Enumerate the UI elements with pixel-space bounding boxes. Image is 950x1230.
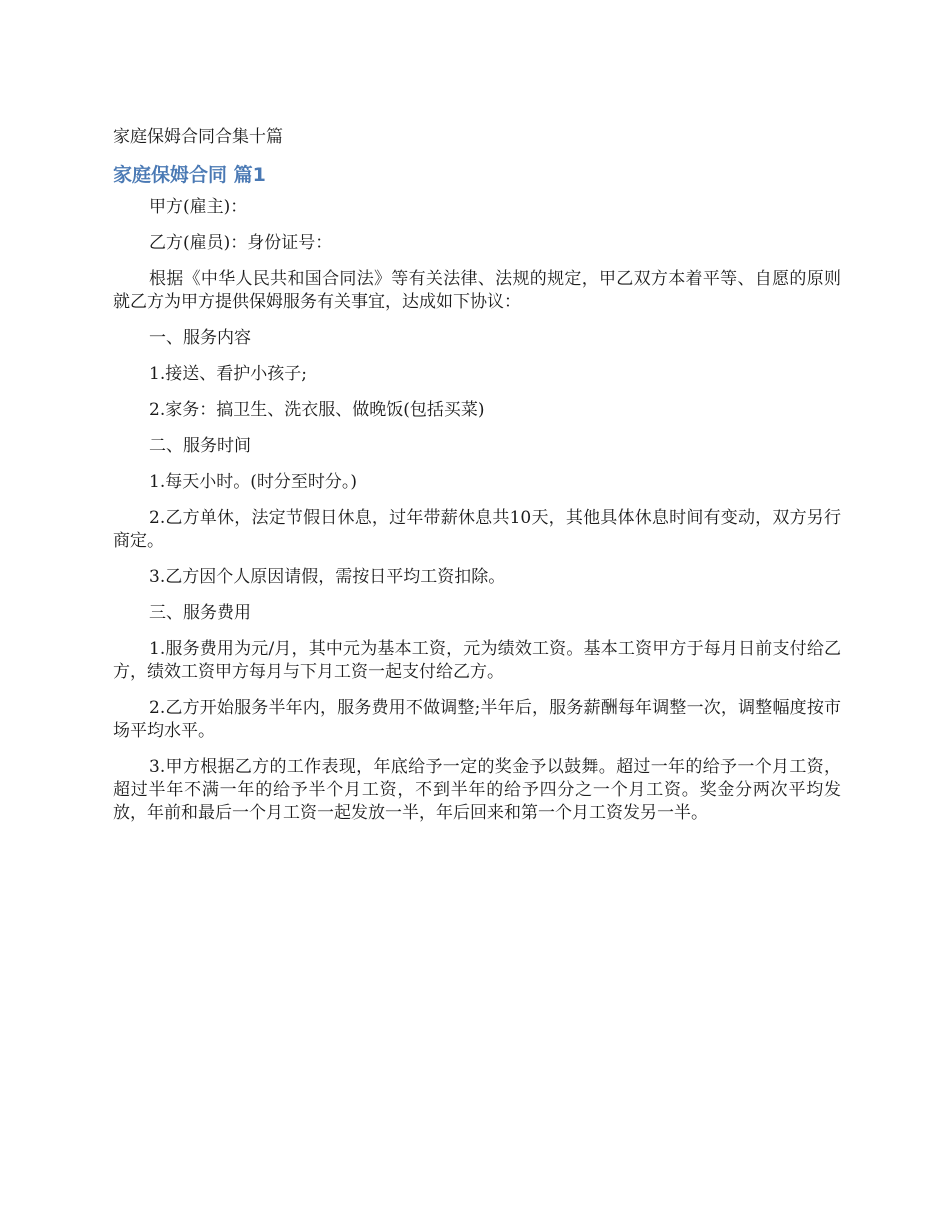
- clause-item: 1.服务费用为元/月，其中元为基本工资，元为绩效工资。基本工资甲方于每月日前支付给乙方，绩效工资甲方每月与下月工资一起支付给乙方。: [113, 639, 841, 682]
- clause-item: 2.家务：搞卫生、洗衣服、做晚饭(包括买菜): [149, 400, 485, 420]
- party-b-line: 乙方(雇员)：身份证号：: [149, 233, 333, 253]
- clause-item: 3.乙方因个人原因请假，需按日平均工资扣除。: [149, 567, 506, 587]
- clause-item: 1.每天小时。(时分至时分。): [149, 472, 357, 492]
- clause-heading-service-content: 一、服务内容: [149, 328, 251, 348]
- clause-item: 2.乙方开始服务半年内，服务费用不做调整;半年后，服务薪酬每年调整一次，调整幅度按市场平均水平。: [113, 698, 841, 741]
- clause-item: 1.接送、看护小孩子;: [149, 364, 307, 384]
- clause-item: 3.甲方根据乙方的工作表现，年底给予一定的奖金予以鼓舞。超过一年的给予一个月工资，超过半年不满一年的给予半个月工资，不到半年的给予四分之一个月工资。奖金分两次平均发放，年前和最后一个月工资一起发放一半，年后回来和第一个月工资发另一半。: [113, 757, 841, 823]
- clause-item: 2.乙方单休，法定节假日休息，过年带薪休息共10天，其他具体休息时间有变动，双方另行商定。: [113, 508, 841, 551]
- preamble-paragraph: 根据《中华人民共和国合同法》等有关法律、法规的规定，甲乙双方本着平等、自愿的原则就乙方为甲方提供保姆服务有关事宜，达成如下协议：: [113, 269, 841, 312]
- party-a-line: 甲方(雇主)：: [149, 197, 248, 217]
- section-heading: 家庭保姆合同 篇1: [113, 164, 266, 186]
- document-title: 家庭保姆合同合集十篇: [113, 127, 283, 147]
- clause-heading-service-time: 二、服务时间: [149, 436, 251, 456]
- clause-heading-service-fee: 三、服务费用: [149, 603, 251, 623]
- document-page: [113, 122, 841, 838]
